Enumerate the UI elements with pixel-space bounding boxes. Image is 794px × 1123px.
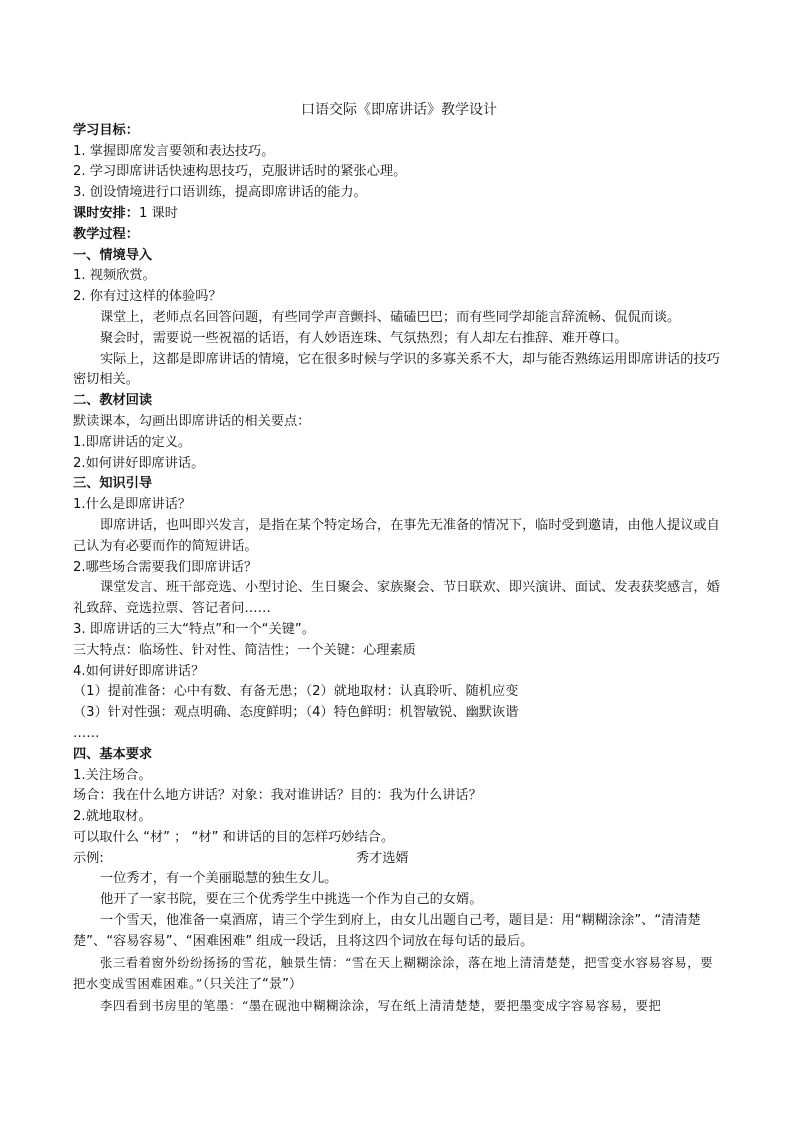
tip-line: （1）提前准备：心中有数、有备无患；（2）就地取材：认真聆听、随机应变 — [73, 684, 519, 700]
tip-line: （3）针对性强：观点明确、态度鲜明；（4）特色鲜明：机智敏锐、幽默诙谐 — [73, 705, 519, 721]
section-heading: 三、知识引导 — [73, 476, 153, 492]
requirement-detail: 场合：我在什么地方讲话？对象：我对谁讲话？目的：我为什么讲话？ — [73, 788, 482, 804]
objective-item: 2. 学习即席讲话快速构思技巧，克服讲话时的紧张心理。 — [73, 164, 407, 180]
example-title: 秀才选婿 — [355, 850, 409, 866]
question: 4.如何讲好即席讲话？ — [73, 663, 205, 679]
ellipsis: …… — [73, 725, 100, 741]
text-line: 默读课本，勾画出即席讲话的相关要点： — [73, 413, 311, 429]
schedule-line — [73, 204, 725, 225]
schedule-value: 1 课时 — [138, 205, 178, 221]
zhang-text: 张三看着窗外纷纷扬扬的雪花，触景生情：“雪在天上糊糊涂涂，落在地上清清楚楚，把雪变水容易容易，要把水变成雪困难困难。” — [73, 955, 714, 992]
text-line: 1.即席讲话的定义。 — [73, 434, 192, 450]
answer: 课堂发言、班干部竞选、小型讨论、生日聚会、家族聚会、节日联欢、即兴演讲、面试、发表获奖感言，婚礼致辞、竞选拉票、答记者问…… — [73, 580, 720, 617]
objectives-heading: 学习目标： — [73, 122, 139, 138]
objective-item: 3. 创设情境进行口语训练，提高即席讲话的能力。 — [73, 185, 367, 201]
story-paragraph: 一个雪天，他准备一桌酒席，请三个学生到府上，由女儿出题自己考，题目是：用“糊糊涂涂”、“清清楚楚”、“容易容易”、“困难困难” 组成一段话，且将这四个词放在每句话的最后。 — [73, 913, 701, 949]
paragraph: 聚会时，需要说一些祝福的话语，有人妙语连珠、气氛热烈；有人却左右推辞、难开尊口。 — [100, 330, 628, 346]
section-heading: 一、情境导入 — [73, 247, 153, 263]
answer: 即席讲话，也叫即兴发言，是指在某个特定场合，在事先无准备的情况下，临时受到邀请，由他人提议或自己认为有必要而作的简短讲话。 — [73, 517, 720, 554]
story-paragraph: 李四看到书房里的笔墨：“墨在砚池中糊糊涂涂，写在纸上清清楚楚，要把墨变成字容易容易，要把 — [100, 999, 662, 1014]
list-item: 2. 你有过这样的体验吗？ — [73, 289, 222, 305]
story-paragraph: 他开了一家书院，要在三个优秀学生中挑选一个作为自己的女婿。 — [100, 892, 483, 908]
story-paragraph: 一位秀才，有一个美丽聪慧的独生女儿。 — [100, 871, 338, 887]
question: 3. 即席讲话的三大“特点”和一个“关键”。 — [73, 621, 315, 637]
text-line: 2.如何讲好即席讲话。 — [73, 455, 205, 471]
answer: 三大特点：临场性、针对性、简洁性；一个关键：心理素质 — [73, 642, 416, 658]
question: 1.什么是即席讲话？ — [73, 497, 192, 513]
zhang-note: （只关注了“景”） — [202, 977, 303, 993]
requirement: 2.就地取材。 — [73, 809, 152, 825]
requirement-detail: 可以取什么 “材” ； “材” 和讲话的目的怎样巧妙结合。 — [73, 829, 395, 845]
section-heading: 四、基本要求 — [73, 746, 153, 762]
requirement: 1.关注场合。 — [73, 767, 152, 783]
schedule-label: 课时安排： — [73, 205, 139, 221]
example-label: 示例: — [73, 850, 104, 866]
story-paragraph — [73, 953, 725, 997]
paragraph: 实际上，这都是即席讲话的情境，它在很多时候与学识的多寡关系不大，却与能否熟练运用即席讲话的技巧密切相关。 — [73, 351, 720, 388]
example-line — [73, 849, 725, 870]
paragraph: 课堂上，老师点名回答问题，有些同学声音颤抖、磕磕巴巴；而有些同学却能言辞流畅、侃侃而谈。 — [100, 309, 681, 325]
document-page — [73, 100, 725, 1017]
question: 2.哪些场合需要我们即席讲话？ — [73, 559, 258, 575]
list-item: 1. 视频欣赏。 — [73, 268, 156, 284]
document-title: 口语交际《即席讲话》教学设计 — [301, 102, 497, 118]
section-heading: 二、教材回读 — [73, 393, 153, 409]
process-heading: 教学过程： — [73, 226, 139, 242]
objective-item: 1. 掌握即席发言要领和表达技巧。 — [73, 143, 275, 159]
